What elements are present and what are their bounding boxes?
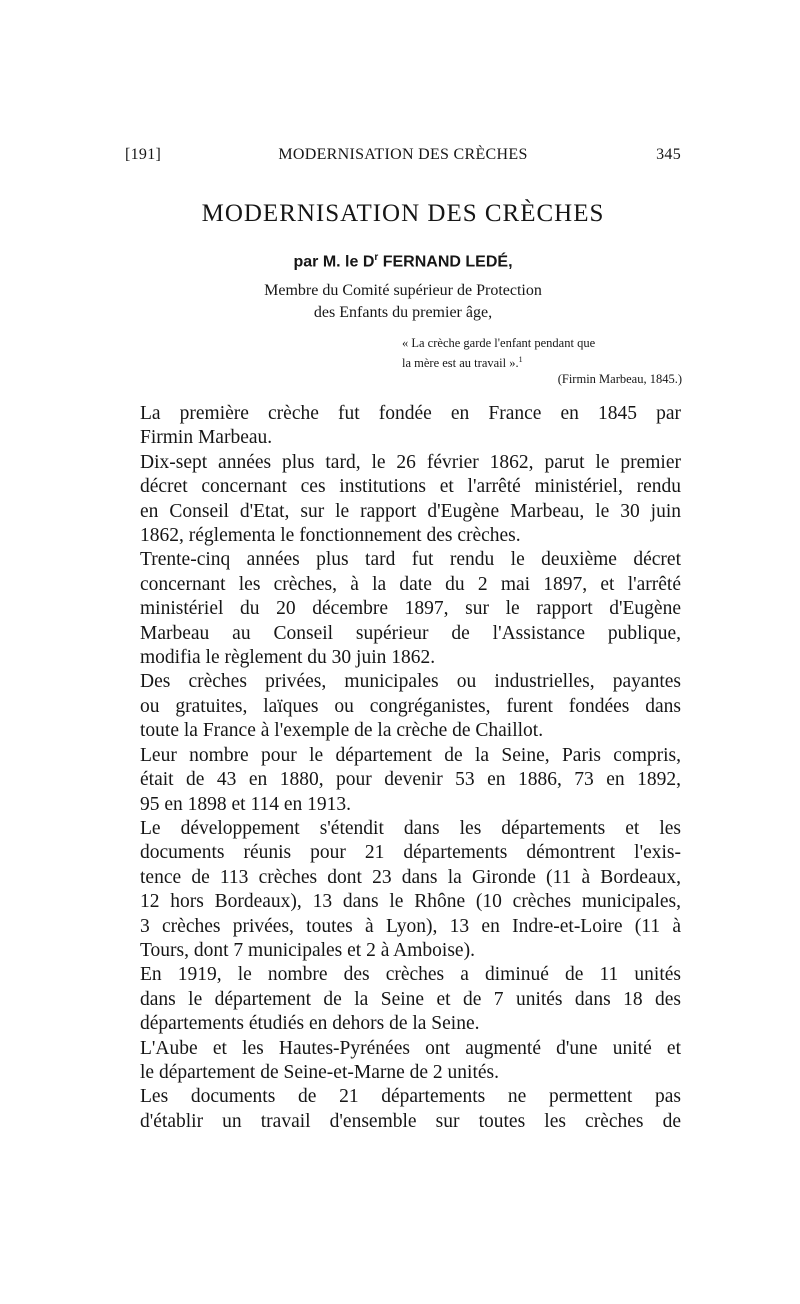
body-line: décret concernant ces institutions et l'arrêté ministériel, rendu: [140, 476, 681, 498]
body-line: toute la France à l'exemple de la crèche de Chaillot.: [140, 720, 544, 742]
body-paragraph: [140, 1037, 681, 1086]
body-paragraph: [140, 402, 681, 451]
page-reference: [191]: [125, 146, 162, 163]
byline-prefix: par M. le D: [293, 253, 375, 271]
body-line: concernant les crèches, à la date du 2 mai 1897, et l'arrêté: [140, 573, 681, 595]
body-line: Firmin Marbeau.: [140, 427, 273, 449]
body-paragraph: [140, 963, 681, 1036]
byline-sup: r: [374, 252, 379, 263]
body-line: Tours, dont 7 municipales et 2 à Amboise).: [140, 939, 475, 961]
body-paragraph: [140, 548, 681, 670]
body-line: Trente-cinq années plus tard fut rendu le deuxième décret: [140, 549, 681, 571]
body-paragraph: [140, 451, 681, 549]
body-line: Leur nombre pour le département de la Seine, Paris compris,: [140, 744, 681, 766]
body-paragraph: [140, 1085, 681, 1134]
body-line: 1862, réglementa le fonctionnement des crèches.: [140, 525, 521, 547]
body-line: 3 crèches privées, toutes à Lyon), 13 en Indre-et-Loire (11 à: [140, 915, 681, 937]
author-affiliation-line1: Membre du Comité supérieur de Protection: [264, 282, 542, 299]
running-title: MODERNISATION DES CRÈCHES: [278, 146, 528, 163]
body-line: La première crèche fut fondée en France en 1845 par: [140, 403, 681, 424]
epigraph-line1: « La crèche garde l'enfant pendant que: [402, 336, 596, 350]
body-line: ou gratuites, laïques ou congréganistes, furent fondées dans: [140, 695, 681, 717]
running-head: [125, 146, 681, 170]
body-paragraph: [140, 817, 681, 963]
epigraph-line2: [402, 351, 682, 372]
author-name: FERNAND LEDÉ,: [378, 253, 513, 271]
body-line: tence de 113 crèches dont 23 dans la Gironde (11 à Bordeaux,: [140, 866, 681, 888]
article-body: [140, 402, 681, 1134]
footnote-marker: 1: [518, 355, 523, 364]
body-line: le département de Seine-et-Marne de 2 unités.: [140, 1061, 499, 1083]
author-affiliation-line2: des Enfants du premier âge,: [313, 304, 493, 321]
body-line: Dix-sept années plus tard, le 26 février 1862, parut le premier: [140, 451, 681, 473]
body-line: Les documents de 21 départements ne permettent pas: [140, 1086, 681, 1108]
body-line: L'Aube et les Hautes-Pyrénées ont augmenté d'une unité et: [140, 1037, 681, 1059]
body-line: en Conseil d'Etat, sur le rapport d'Eugène Marbeau, le 30 juin: [140, 500, 681, 522]
body-line: ministériel du 20 décembre 1897, sur le rapport d'Eugène: [140, 598, 681, 620]
body-line: était de 43 en 1880, pour devenir 53 en 1886, 73 en 1892,: [140, 769, 681, 791]
body-paragraph: [140, 744, 681, 817]
body-line: 12 hors Bordeaux), 13 dans le Rhône (10 crèches municipales,: [140, 891, 681, 913]
author-byline: [125, 252, 681, 271]
body-line: documents réunis pour 21 départements démontrent l'exis-: [140, 842, 681, 864]
body-line: Le développement s'étendit dans les départements et les: [140, 817, 681, 839]
body-line: départements étudiés en dehors de la Seine.: [140, 1013, 480, 1035]
body-line: En 1919, le nombre des crèches a diminué de 11 unités: [140, 964, 681, 986]
body-line: d'établir un travail d'ensemble sur toutes les crèches de: [140, 1110, 681, 1132]
body-line: Marbeau au Conseil supérieur de l'Assistance publique,: [140, 622, 681, 644]
epigraph-attribution: (Firmin Marbeau, 1845.): [557, 372, 682, 386]
epigraph-line2-text: la mère est au travail ».: [402, 356, 519, 371]
body-line: modifia le règlement du 30 juin 1862.: [140, 647, 436, 669]
body-line: Des crèches privées, municipales ou industrielles, payantes: [140, 671, 681, 693]
body-paragraph: [140, 670, 681, 743]
page-number: 345: [656, 146, 681, 163]
body-line: 95 en 1898 et 114 en 1913.: [140, 793, 352, 815]
body-line: dans le département de la Seine et de 7 unités dans 18 des: [140, 988, 681, 1010]
article-title: MODERNISATION DES CRÈCHES: [201, 200, 605, 227]
